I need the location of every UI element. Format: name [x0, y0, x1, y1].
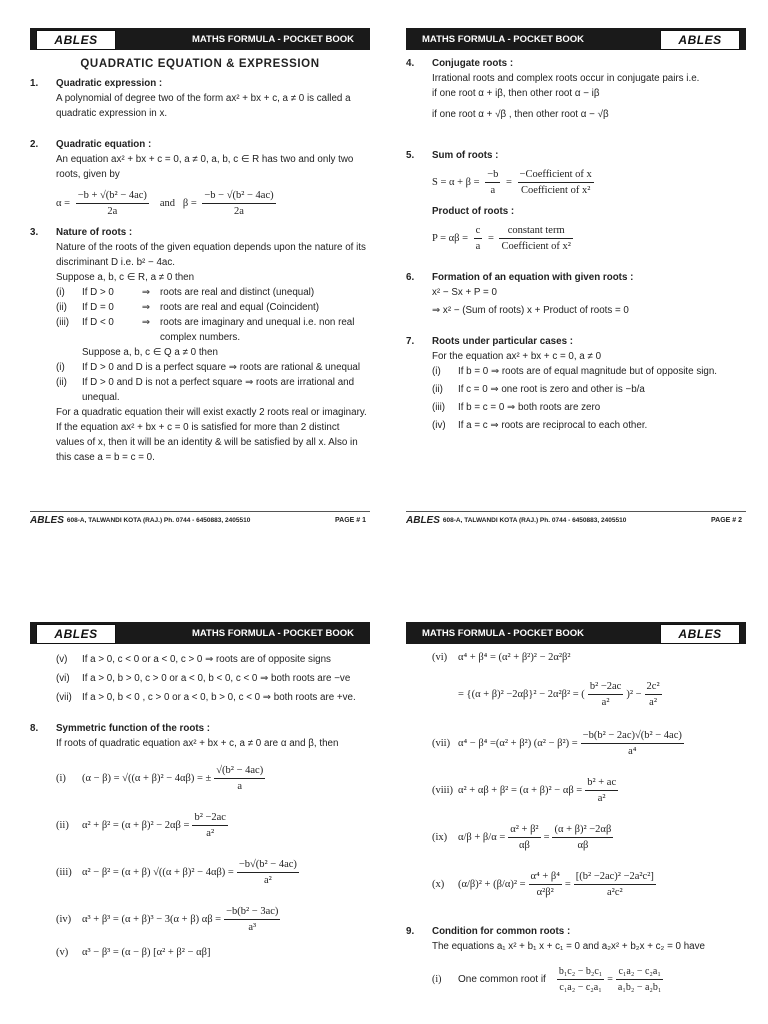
item-number: (ii) [56, 377, 67, 388]
section-heading: Sum of roots : [432, 150, 499, 161]
footer-address: 608-A, TALWANDI KOTA (RAJ.) Ph. 0744 - 6450883, 2405510 [442, 516, 627, 524]
implies-symbol: ⇒ [141, 287, 151, 298]
page-3 [30, 622, 370, 1024]
section-text: Irrational roots and complex roots occur in conjugate pairs i.e. [432, 73, 700, 84]
list-item [56, 315, 370, 345]
section-heading: Quadratic equation : [56, 139, 152, 150]
roots-formula [30, 188, 370, 219]
item-condition: If D = 0 [82, 302, 114, 313]
formula-row [56, 857, 370, 888]
section-number: 3. [30, 227, 39, 238]
list-item [56, 652, 370, 667]
section-text: ⇒ x² − (Sum of roots) x + Product of roots = 0 [432, 305, 629, 316]
section-text: An equation ax² + bx + c = 0, a ≠ 0, a, b, c ∈ R has two and only two roots, given by [56, 154, 354, 180]
list-item [432, 418, 746, 433]
item-condition: If D < 0 [82, 317, 114, 328]
formula-row [56, 810, 370, 841]
implies-symbol: ⇒ [141, 302, 151, 313]
page-header [30, 28, 370, 50]
denominator: a² [263, 875, 272, 886]
denominator: αβ [577, 840, 589, 851]
item-number: (i) [56, 287, 65, 298]
page-header [406, 622, 746, 644]
fraction [76, 188, 149, 219]
section-text: x² − Sx + P = 0 [432, 287, 497, 298]
item-text: If a > 0, b > 0, c > 0 or a < 0, b < 0, c < 0 ⇒ both roots are −ve [82, 673, 351, 684]
and-label: and [159, 197, 175, 209]
formula-lhs: α/β + β/α = [458, 832, 506, 843]
list-item [432, 382, 746, 397]
denominator: 2a [107, 206, 118, 217]
formula-tail: )² − [626, 689, 642, 700]
formula-lhs: α³ + β³ = (α + β)³ − 3(α + β) αβ = [82, 914, 222, 925]
item-number: (iii) [56, 867, 72, 878]
ables-logo: ABLES [660, 30, 740, 50]
item-text: If a > 0, b < 0 , c > 0 or a < 0, b > 0, c < 0 ⇒ both roots are +ve. [82, 692, 356, 703]
section-heading: Condition for common roots : [432, 926, 571, 937]
section-text: If roots of quadratic equation ax² + bx + c, a ≠ 0 are α and β, then [56, 738, 339, 749]
item-number: (ix) [432, 832, 448, 843]
item-number: (vi) [56, 673, 70, 684]
item-number: (v) [56, 654, 68, 665]
item-number: (i) [432, 366, 441, 377]
section-number: 2. [30, 139, 39, 150]
alpha-label: α = [56, 197, 71, 209]
fraction [529, 869, 562, 900]
denominator: a²c² [607, 887, 623, 898]
formula-row [56, 904, 370, 935]
numerator: [(b² −2ac)² −2a²c²] [574, 869, 656, 885]
fraction [552, 822, 613, 853]
ables-logo: ABLES [36, 30, 116, 50]
item-text: If D > 0 and D is not a perfect square ⇒ roots are irrational and unequal. [82, 377, 355, 403]
formula-tail: = [564, 879, 571, 890]
fraction [518, 167, 594, 198]
product-formula [406, 223, 746, 254]
item-number: (ii) [56, 302, 67, 313]
fraction [585, 775, 618, 806]
item-number: (iv) [56, 914, 72, 925]
implies-symbol: ⇒ [141, 317, 151, 328]
denominator: a² [649, 697, 657, 708]
header-title: MATHS FORMULA - POCKET BOOK [191, 627, 354, 639]
item-text: If b = c = 0 ⇒ both roots are zero [458, 402, 601, 413]
denominator: a⁴ [628, 746, 637, 757]
item-number: (i) [56, 773, 66, 784]
section-text: if one root α + √β , then other root α − √β [432, 109, 609, 120]
fraction [616, 964, 663, 995]
section-text: Suppose a, b, c ∈ Q a ≠ 0 then [82, 347, 218, 358]
formula-row [432, 822, 746, 853]
numerator: 2c² [645, 679, 662, 695]
item-text: If b = 0 ⇒ roots are of equal magnitude but of opposite sign. [458, 366, 718, 377]
list-item [56, 375, 370, 405]
chapter-title: QUADRATIC EQUATION & EXPRESSION [80, 58, 320, 70]
denominator: a² [601, 697, 610, 708]
fraction [214, 763, 265, 794]
formula-lhs: P = αβ = [432, 232, 469, 244]
section-number: 1. [30, 78, 39, 89]
section-text: The equations a₁ x² + b₁ x + c₁ = 0 and a₂x² + b₂x + c₂ = 0 have [432, 941, 705, 952]
page-1 [30, 28, 370, 528]
footer-logo: ABLES [406, 514, 440, 526]
item-text: If D > 0 and D is a perfect square ⇒ roots are rational & unequal [82, 362, 361, 373]
list-item [56, 671, 370, 686]
page-2 [406, 28, 746, 528]
page-footer [30, 511, 370, 528]
item-result: roots are real and equal (Coincident) [160, 302, 320, 313]
ables-logo: ABLES [660, 624, 740, 644]
item-number: (iii) [56, 317, 70, 328]
formula-lhs: = {(α + β)² −2αβ}² − 2α²β² = ( [458, 689, 585, 700]
denominator: αβ [518, 840, 530, 851]
formula-row [56, 945, 370, 960]
fraction [474, 223, 483, 254]
formula-tail: = [543, 832, 550, 843]
item-text: If c = 0 ⇒ one root is zero and other is −b/a [458, 384, 645, 395]
section-text: For the equation ax² + bx + c = 0, a ≠ 0 [432, 351, 602, 362]
item-result: roots are imaginary and unequal i.e. non real complex numbers. [160, 317, 355, 343]
formula-lhs: α⁴ + β⁴ = (α² + β²)² − 2α²β² [458, 652, 571, 663]
item-number: (v) [56, 947, 69, 958]
item-result: roots are real and distinct (unequal) [160, 287, 315, 298]
section-number: 7. [406, 336, 415, 347]
item-number: (vii) [432, 738, 451, 749]
formula-lhs: α³ − β³ = (α − β) [α² + β² − αβ] [82, 947, 211, 958]
section-number: 9. [406, 926, 415, 937]
numerator: √(b² − 4ac) [214, 763, 265, 779]
denominator: a² [597, 793, 606, 804]
denominator: a³ [248, 922, 257, 933]
formula-lhs: (α − β) = √((α + β)² − 4αβ) = ± [82, 773, 212, 784]
header-title: MATHS FORMULA - POCKET BOOK [191, 33, 354, 45]
denominator: a [237, 781, 243, 792]
item-number: (i) [432, 974, 442, 985]
fraction [557, 964, 604, 995]
denominator: a [490, 185, 496, 196]
formula-lhs: α² + αβ + β² = (α + β)² − αβ = [458, 785, 583, 796]
item-condition: If D > 0 [82, 287, 114, 298]
item-number: (iii) [432, 402, 446, 413]
section-heading: Roots under particular cases : [432, 336, 574, 347]
header-title: MATHS FORMULA - POCKET BOOK [422, 33, 585, 45]
section-number: 4. [406, 58, 415, 69]
item-number: (ii) [56, 820, 69, 831]
page-header [406, 28, 746, 50]
fraction [485, 167, 500, 198]
item-number: (vii) [56, 692, 72, 703]
numerator: −b√(b² − 4ac) [237, 857, 299, 873]
fraction [202, 188, 275, 219]
footer-address: 608-A, TALWANDI KOTA (RAJ.) Ph. 0744 - 6450883, 2405510 [66, 516, 251, 524]
equals-sign: = [506, 176, 512, 188]
equals-sign: = [607, 974, 613, 985]
numerator: b² −2ac [192, 810, 228, 826]
page-footer [406, 511, 746, 528]
item-number: (viii) [432, 785, 453, 796]
numerator: b² −2ac [588, 679, 624, 695]
fraction [192, 810, 228, 841]
fraction [574, 869, 656, 900]
fraction [645, 679, 662, 710]
page-4 [406, 622, 746, 1024]
denominator: c₁a₂ − c₂a₁ [559, 982, 602, 993]
page-header [30, 622, 370, 644]
list-item [56, 360, 370, 375]
numerator: −b − √(b² − 4ac) [202, 188, 275, 204]
denominator: a² [206, 828, 215, 839]
ables-logo: ABLES [36, 624, 116, 644]
numerator: c₁a₂ − c₂a₁ [616, 964, 663, 980]
denominator: a₁b₂ − a₂b₁ [617, 982, 662, 993]
section-heading: Nature of roots : [56, 227, 133, 238]
footer-logo: ABLES [30, 514, 64, 526]
section-text: Suppose a, b, c ∈ R, a ≠ 0 then [56, 272, 195, 283]
denominator: 2a [234, 206, 244, 217]
formula-row [432, 869, 746, 900]
fraction [508, 822, 540, 853]
numerator: (α + β)² −2αβ [552, 822, 613, 838]
fraction [237, 857, 299, 888]
formula-lhs: α² + β² = (α + β)² − 2αβ = [82, 820, 190, 831]
denominator: α²β² [536, 887, 554, 898]
list-item [56, 285, 370, 300]
equals-sign: = [487, 232, 494, 244]
formula-row [432, 964, 746, 995]
page-number: PAGE # 2 [711, 516, 742, 524]
list-item [56, 300, 370, 315]
beta-label: β = [182, 197, 197, 209]
formula-row [432, 728, 746, 759]
numerator: −b [485, 167, 500, 183]
item-number: (i) [56, 362, 65, 373]
subheading: Product of roots : [432, 206, 515, 217]
sum-formula [406, 167, 746, 198]
section-text: Nature of the roots of the given equation depends upon the nature of its discriminant D i.e. b² − 4ac. [56, 242, 366, 268]
item-number: (ii) [432, 384, 443, 395]
section-number: 8. [30, 723, 39, 734]
numerator: −Coefficient of x [518, 167, 594, 183]
fraction [581, 728, 684, 759]
denominator: a [475, 241, 481, 252]
formula-row [432, 775, 746, 806]
fraction [499, 223, 572, 254]
numerator: c [474, 223, 483, 239]
section-text: A polynomial of degree two of the form ax² + bx + c, a ≠ 0 is called a quadratic expression in x. [56, 93, 351, 119]
denominator: Coefficient of x² [501, 241, 571, 252]
numerator: α² + β² [508, 822, 540, 838]
formula-lhs: α⁴ − β⁴ =(α² + β²) (α² − β²) = [458, 738, 578, 749]
item-text: If a = c ⇒ roots are reciprocal to each other. [458, 420, 648, 431]
page-number: PAGE # 1 [335, 516, 366, 524]
numerator: b² + ac [585, 775, 618, 791]
numerator: constant term [499, 223, 572, 239]
formula-lhs: (α/β)² + (β/α)² = [458, 879, 526, 890]
section-heading: Quadratic expression : [56, 78, 163, 89]
item-number: (iv) [432, 420, 446, 431]
section-text: For a quadratic equation their will exist exactly 2 roots real or imaginary. If the equation ax² + bx + c = 0 is satisfied for more than 2 distinct values of x, then it will be an identity & will be satisfied by all x. Also in this case a = b = c = 0. [56, 407, 367, 463]
section-text: if one root α + iβ, then other root α − iβ [432, 88, 600, 99]
section-heading: Symmetric function of the roots : [56, 723, 211, 734]
item-number: (x) [432, 879, 445, 890]
numerator: −b + √(b² − 4ac) [76, 188, 149, 204]
formula-row [432, 650, 746, 665]
numerator: α⁴ + β⁴ [529, 869, 562, 885]
numerator: b₁c₂ − b₂c₁ [557, 964, 604, 980]
fraction [588, 679, 624, 710]
section-heading: Conjugate roots : [432, 58, 514, 69]
section-heading: Formation of an equation with given roots : [432, 272, 634, 283]
item-number: (vi) [432, 652, 448, 663]
list-item [432, 364, 746, 379]
list-item [432, 400, 746, 415]
fraction [224, 904, 280, 935]
item-text: If a > 0, c < 0 or a < 0, c > 0 ⇒ roots are of opposite signs [82, 654, 331, 665]
section-number: 6. [406, 272, 415, 283]
list-item [56, 690, 370, 705]
formula-lhs: One common root if [458, 974, 546, 985]
section-number: 5. [406, 150, 415, 161]
formula-lhs: S = α + β = [432, 176, 480, 188]
numerator: −b(b² − 3ac) [224, 904, 280, 920]
formula-row [432, 679, 746, 710]
header-title: MATHS FORMULA - POCKET BOOK [422, 627, 585, 639]
formula-lhs: α² − β² = (α + β) √((α + β)² − 4αβ) = [82, 867, 234, 878]
formula-row [56, 763, 370, 794]
numerator: −b(b² − 2ac)√(b² − 4ac) [581, 728, 684, 744]
denominator: Coefficient of x² [520, 185, 591, 196]
